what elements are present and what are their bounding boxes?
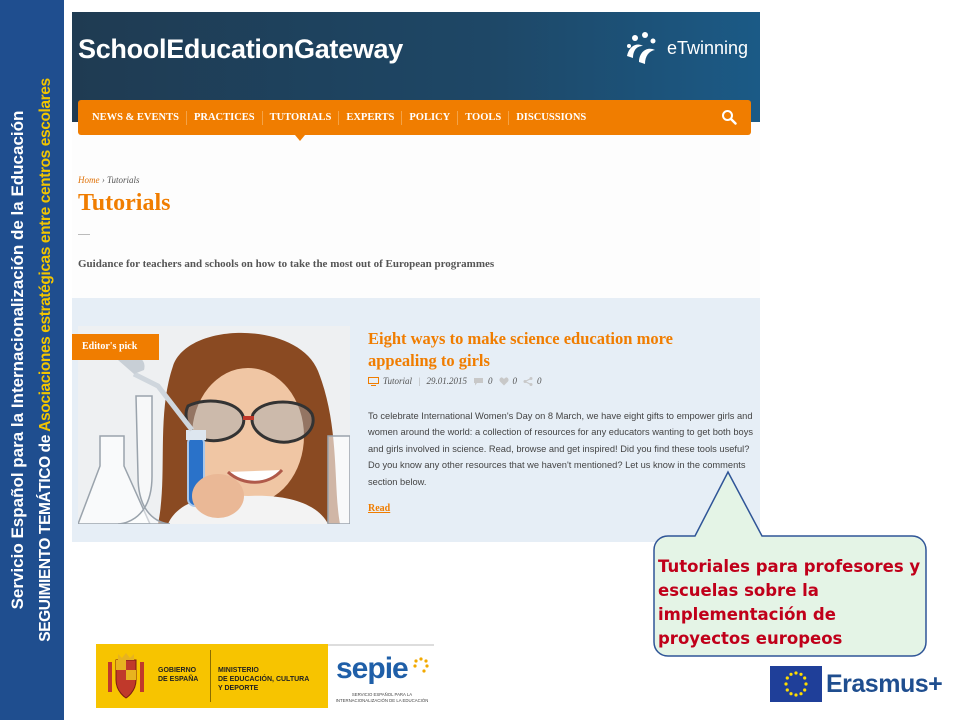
gobierno-label [158,666,198,684]
ministerio-line: DE EDUCACIÓN, CULTURA [218,676,310,683]
meta-date: 29.01.2015 [426,376,467,386]
nav-active-caret [295,135,305,141]
comment-icon [473,377,484,386]
etwinning-icon [621,28,661,68]
gobierno-line: DE ESPAÑA [158,676,199,683]
side-subtitle-highlight: Asociaciones estratégicas entre centros escolares [37,78,54,432]
share-icon [523,377,533,386]
breadcrumb-current: Tutorials [107,175,140,185]
gobierno-line: GOBIERNO [158,667,197,674]
ministerio-line: Y DEPORTE [218,685,259,692]
article-excerpt: To celebrate International Women's Day on 8 March, we have eight gifts to empower girls and women around the world: a collection of resources for any educators wanting to get both boys and girls involved in science. Read, browse and get inspired! Did you find these tools useful? Do you know any other resources that we haven't mentioned? Let us know in the comments section below. [368,411,754,487]
nav-discussions[interactable]: DISCUSSIONS [516,111,587,123]
read-link[interactable]: Read [368,503,391,514]
meta-likes[interactable] [499,376,518,386]
nav-tutorials[interactable]: TUTORIALS [263,111,340,125]
title-divider [78,234,90,235]
breadcrumb-separator: › [99,175,107,185]
meta-type-label: Tutorial [383,376,413,386]
etwinning-logo[interactable] [621,28,748,68]
breadcrumb-home[interactable]: Home [78,175,100,185]
sepie-dots-icon [412,656,430,674]
search-icon[interactable] [721,109,737,125]
sepie-logo [328,644,434,710]
meta-type [368,376,412,386]
sepie-subtitle: SERVICIO ESPAÑOL PARA LA INTERNACIONALIZACIÓN DE LA EDUCACIÓN [335,692,429,703]
nav-policy[interactable]: POLICY [402,111,458,125]
logo-divider [210,650,211,702]
nav-experts[interactable]: EXPERTS [339,111,402,125]
editors-pick-badge: Editor's pick [72,334,159,360]
article-meta [368,376,542,386]
article-title[interactable]: Eight ways to make science education more appealing to girls [368,329,673,370]
meta-shares-count: 0 [537,376,542,386]
meta-likes-count: 0 [512,376,517,386]
ministerio-label [218,666,309,693]
callout-text: Tutoriales para profesores y escuelas sobre la implementación de proyectos europeos [658,557,921,648]
ministerio-line: MINISTERIO [218,667,259,674]
meta-comments[interactable] [473,376,493,386]
erasmus-plus-logo [770,666,942,702]
erasmus-wordmark: Erasmus+ [826,669,943,698]
main-nav [78,100,751,135]
meta-separator: | [418,376,421,386]
breadcrumb [78,175,140,185]
side-title: Servicio Español para la Internacionalización de la Educación [8,110,27,610]
eu-flag-icon [770,666,822,702]
site-logo[interactable]: SchoolEducationGateway [78,34,403,64]
meta-shares[interactable] [523,376,542,386]
website-screenshot [72,12,760,542]
heart-icon [499,377,509,386]
tutorial-icon [368,377,379,386]
side-subtitle [34,2,58,718]
page-subtitle: Guidance for teachers and schools on how to take the most out of European programmes [78,258,495,270]
nav-tools[interactable]: TOOLS [458,111,509,125]
coat-of-arms-icon [106,652,146,700]
page-title: Tutorials [78,190,171,216]
nav-practices[interactable]: PRACTICES [187,111,263,125]
meta-comments-count: 0 [488,376,493,386]
side-subtitle-prefix: SEGUIMIENTO TEMÁTICO de [37,431,54,642]
nav-news-events[interactable]: NEWS & EVENTS [78,111,187,125]
sepie-wordmark: sepie [336,652,408,685]
gobierno-espana-logo [96,644,328,708]
etwinning-label: eTwinning [666,37,748,58]
